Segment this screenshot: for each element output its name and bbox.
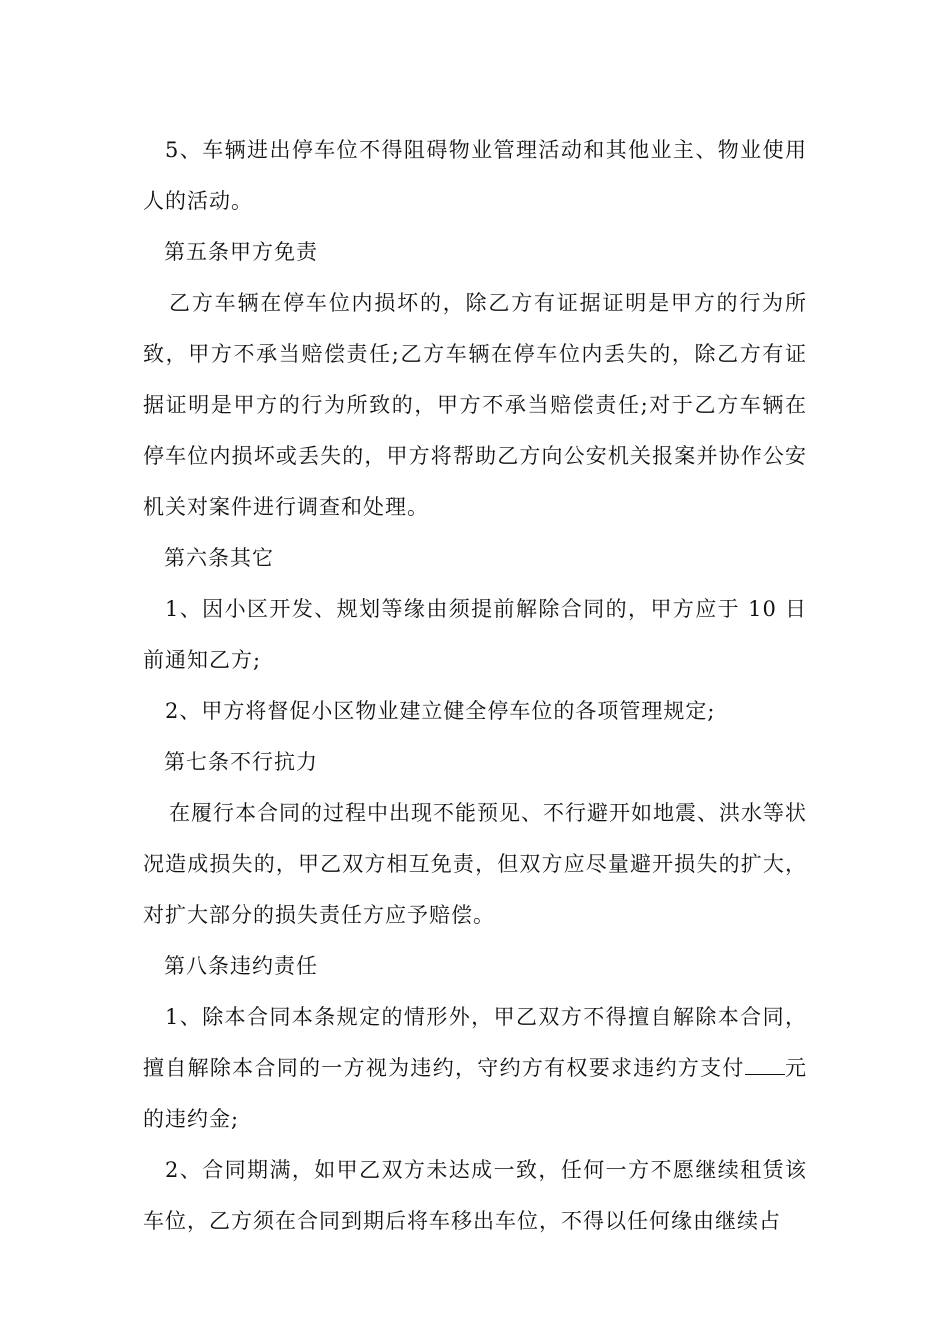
article-5-heading: 第五条甲方免责 <box>164 240 318 264</box>
amount-blank <box>745 1056 785 1075</box>
document-body <box>143 125 807 1247</box>
article-6-item-1: 1、因小区开发、规划等缘由须提前解除合同的，甲方应于 10 日前通知乙方; <box>143 597 807 672</box>
article-6-heading: 第六条其它 <box>164 546 274 570</box>
article-7-heading: 第七条不行抗力 <box>164 750 318 774</box>
article-8-item-2: 2、合同期满，如甲乙双方未达成一致，任何一方不愿继续租赁该车位，乙方须在合同到期后将车移出车位，不得以任何缘由继续占 <box>143 1158 807 1233</box>
article-5-body: 乙方车辆在停车位内损坏的，除乙方有证据证明是甲方的行为所致，甲方不承当赔偿责任;乙方车辆在停车位内丢失的，除乙方有证据证明是甲方的行为所致的，甲方不承当赔偿责任;对于乙方车辆在停车位内损坏或丢失的，甲方将帮助乙方向公安机关报案并协作公安机关对案件进行调查和处理。 <box>143 291 807 519</box>
article-8-item-1 <box>143 992 807 1145</box>
article-8-heading: 第八条违约责任 <box>164 954 318 978</box>
article-6-item-2: 2、甲方将督促小区物业建立健全停车位的各项管理规定; <box>165 699 716 723</box>
clause-item-5: 5、车辆进出停车位不得阻碍物业管理活动和其他业主、物业使用人的活动。 <box>143 138 807 213</box>
article-8-item-1-text: 1、除本合同本条规定的情形外，甲乙双方不得擅自解除本合同，擅自解除本合同的一方视为违约，守约方有权要求违约方支付 <box>143 1005 807 1080</box>
article-7-body: 在履行本合同的过程中出现不能预见、不行避开如地震、洪水等状况造成损失的，甲乙双方相互免责，但双方应尽量避开损失的扩大，对扩大部分的损失责任方应予赔偿。 <box>143 801 807 927</box>
article-8-item-1-tail: 元的违约金; <box>143 1056 808 1131</box>
